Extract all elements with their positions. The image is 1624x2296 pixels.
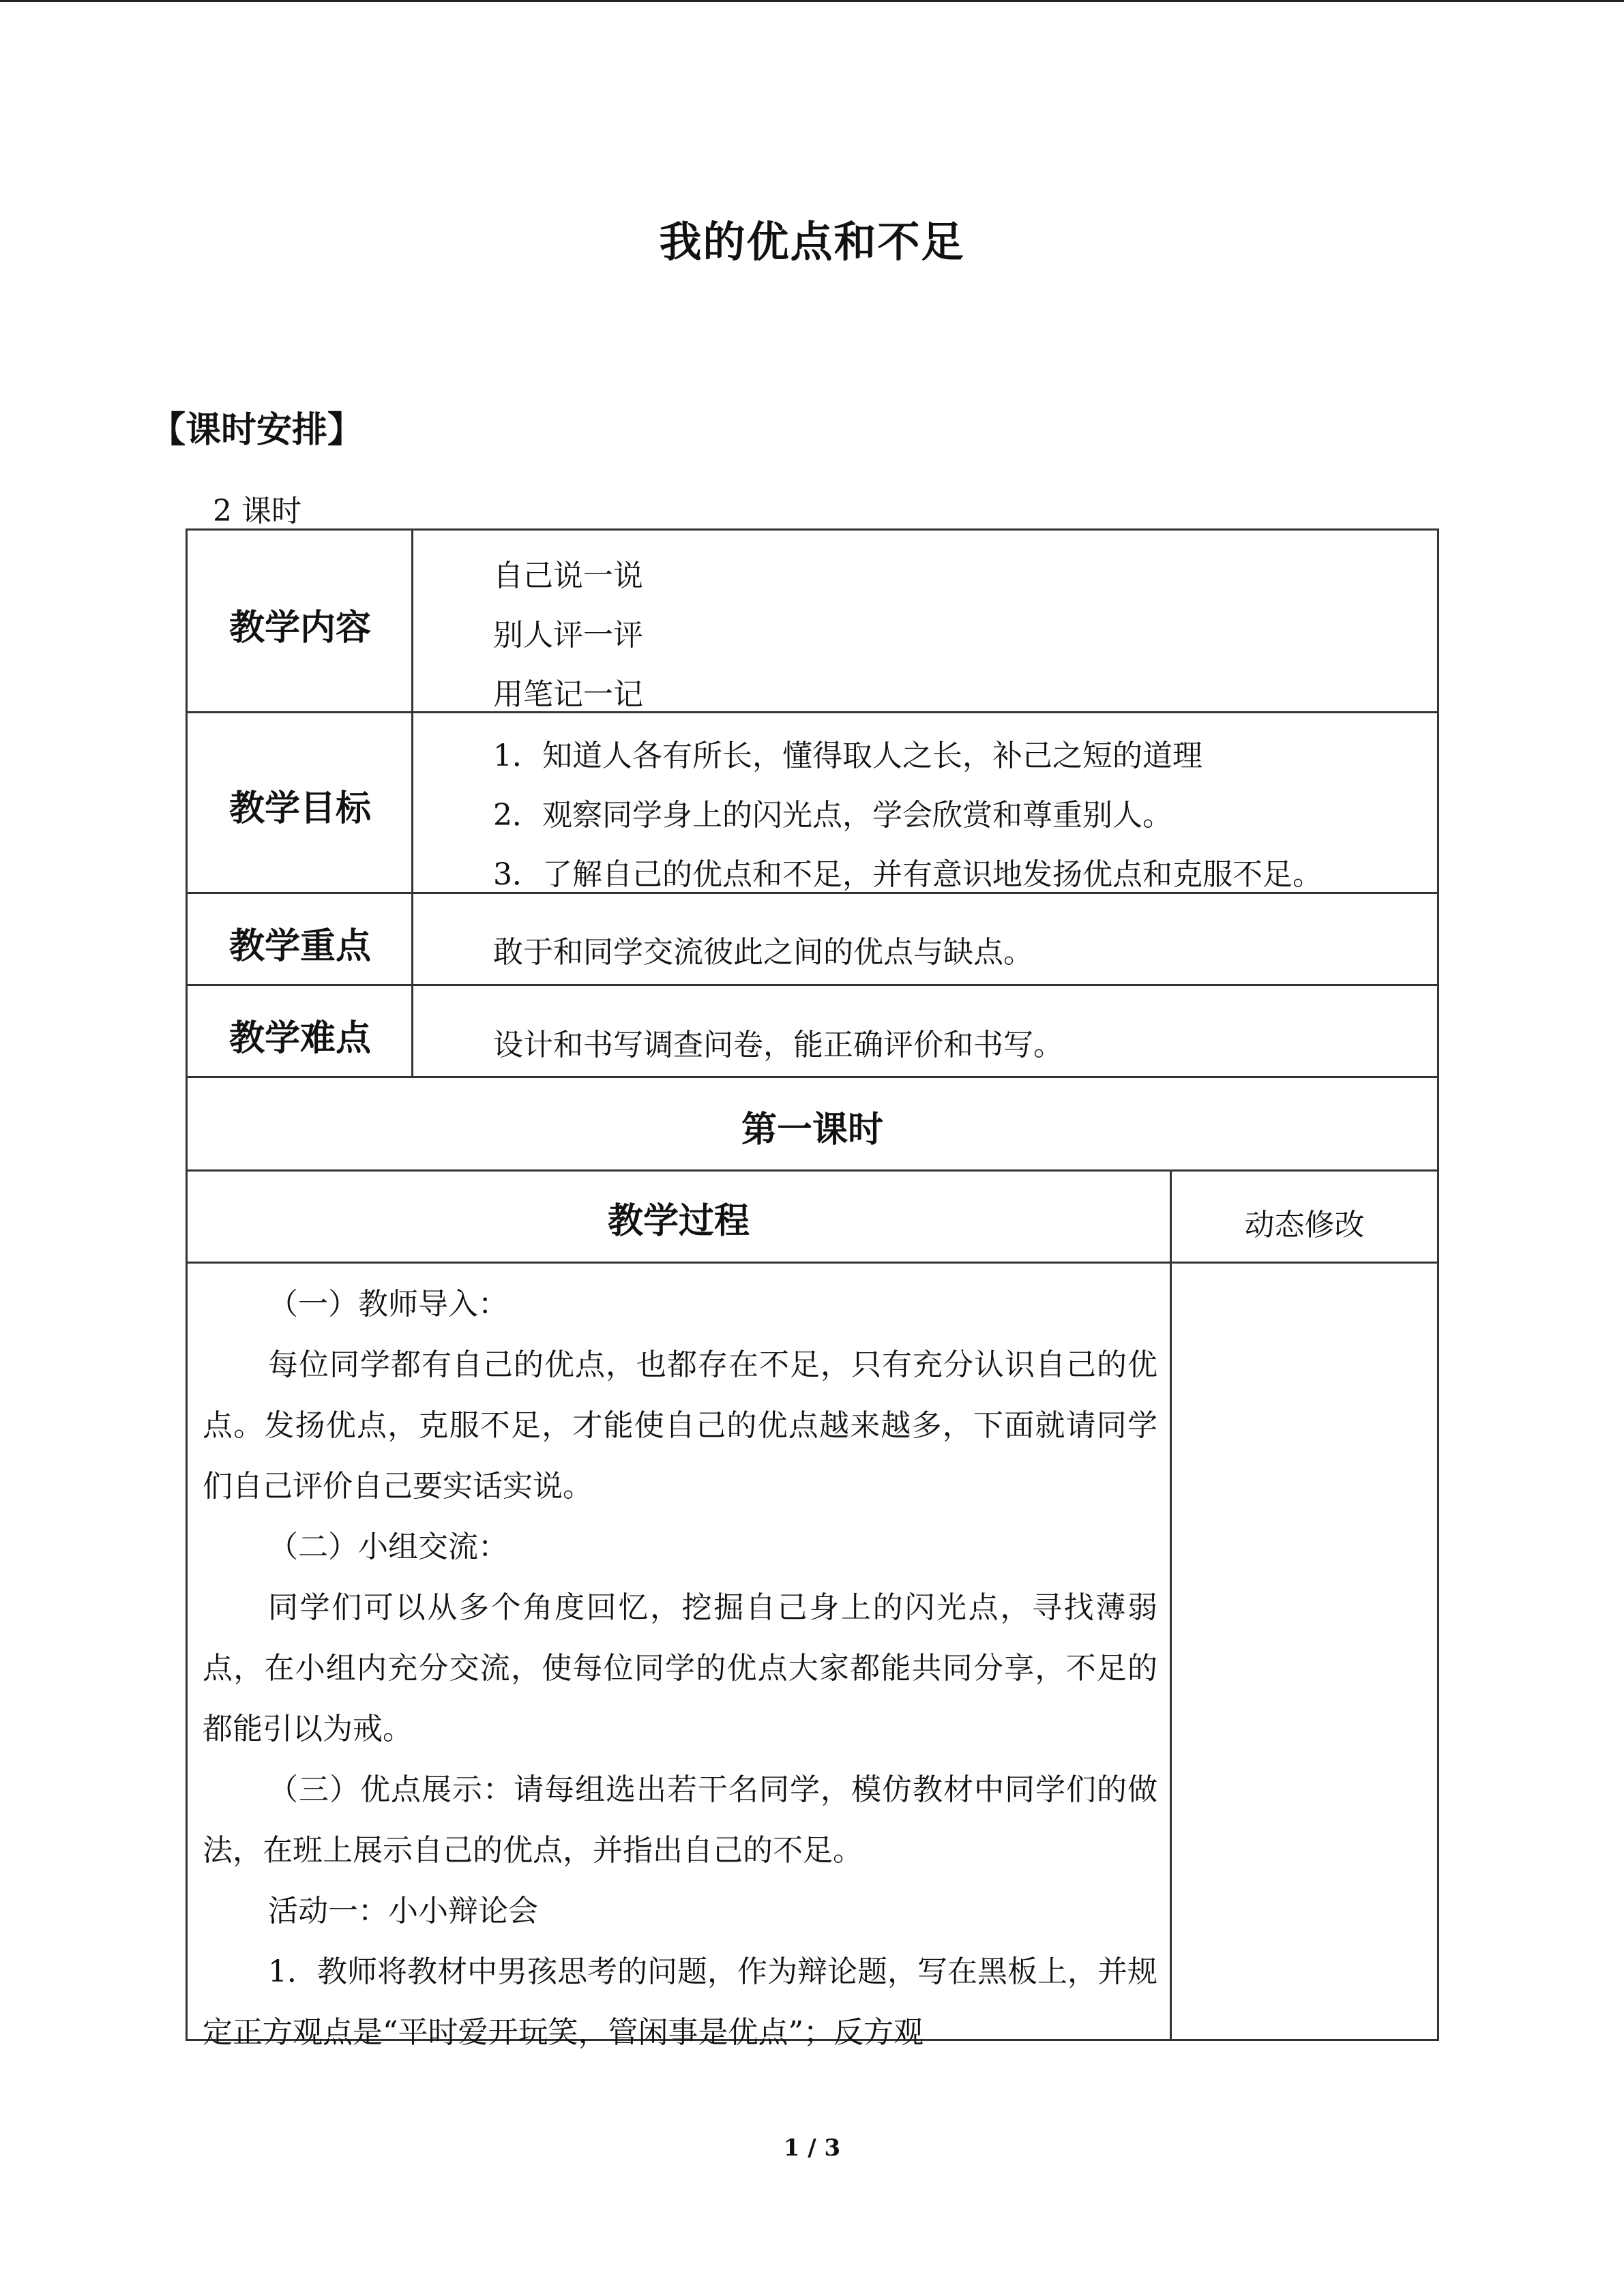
page-number: 1 / 3 (783, 2134, 841, 2162)
process-paragraph: （一）教师导入： (268, 1287, 508, 1322)
goal-line: 1．知道人各有所长，懂得取人之长，补己之短的道理 (493, 739, 1202, 773)
goals-label: 教学目标 (228, 788, 371, 829)
top-border-line (0, 0, 1624, 2)
goal-line: 2．观察同学身上的闪光点，学会欣赏和尊重别人。 (493, 798, 1172, 833)
lesson-plan-table (186, 528, 1439, 2050)
key-point-label: 教学重点 (228, 926, 371, 967)
content-line: 别人评一评 (493, 618, 643, 653)
process-header: 教学过程 (607, 1201, 750, 1242)
goal-line: 3．了解自己的优点和不足，并有意识地发扬优点和克服不足。 (493, 857, 1323, 892)
process-paragraph: （三）优点展示：请每组选出若干名同学，模仿教材中同学们的做法，在班上展示自己的优点，并指出自己的不足。 (203, 1772, 1157, 1868)
revision-column-divider (1170, 1169, 1172, 2041)
row-divider (188, 1169, 1437, 1172)
revision-header: 动态修改 (1244, 1208, 1365, 1242)
key-point-text: 敢于和同学交流彼此之间的优点与缺点。 (493, 935, 1033, 970)
content-label: 教学内容 (228, 608, 371, 648)
difficulty-text: 设计和书写调查问卷，能正确评价和书写。 (493, 1028, 1063, 1062)
process-paragraph: 活动一：小小辩论会 (268, 1894, 538, 1928)
row-divider (188, 1076, 1437, 1078)
row-divider (188, 711, 1437, 713)
lesson-hours: 2 课时 (213, 494, 301, 528)
process-body (203, 1274, 1157, 2063)
process-paragraph: 1．教师将教材中男孩思考的问题，作为辩论题，写在黑板上，并规定正方观点是“平时爱开玩笑，管闲事是优点”；反方观 (203, 1954, 1157, 2050)
lesson-title: 第一课时 (741, 1109, 883, 1150)
row-divider (188, 984, 1437, 986)
content-line: 自己说一说 (493, 558, 643, 593)
process-paragraph: （二）小组交流： (268, 1530, 508, 1564)
process-paragraph: 同学们可以从多个角度回忆，挖掘自己身上的闪光点，寻找薄弱点，在小组内充分交流，使每位同学的优点大家都能共同分享，不足的都能引以为戒。 (203, 1590, 1157, 1746)
difficulty-label: 教学难点 (228, 1018, 371, 1059)
row-divider (188, 1262, 1437, 1264)
document-title: 我的优点和不足 (659, 217, 965, 267)
process-paragraph: 每位同学都有自己的优点，也都存在不足，只有充分认识自己的优点。发扬优点，克服不足，才能使自己的优点越来越多，下面就请同学们自己评价自己要实话实说。 (203, 1347, 1157, 1504)
section-heading: 【课时安排】 (150, 410, 364, 451)
content-line: 用笔记一记 (493, 677, 643, 712)
